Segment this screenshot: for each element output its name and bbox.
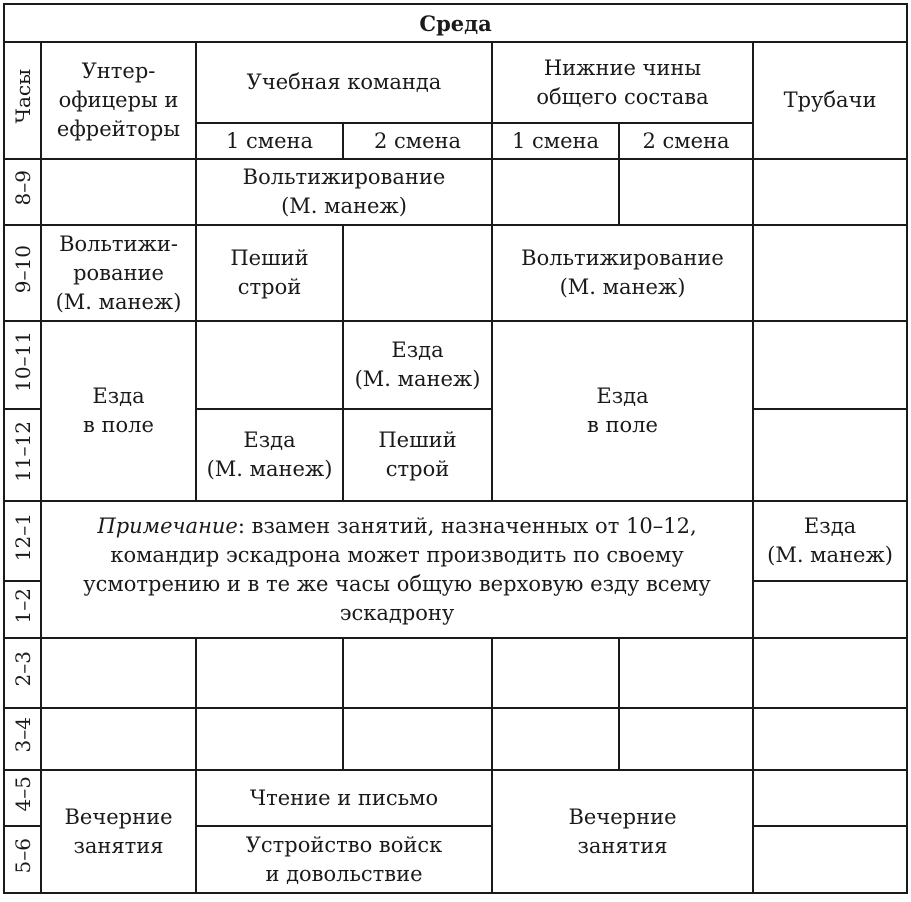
table-cell [753,321,907,409]
table-cell [753,708,907,770]
table-cell: Вечерние занятия [41,770,196,893]
lower-shift-1-header: 1 смена [492,123,619,159]
table-cell [753,638,907,708]
note-text: : взамен занятий, назначенных от 10–12, командир эскадрона может производить по своему усмотрению и в те же часы общую верховую езду всему эскадрону [83,513,711,625]
table-cell [619,159,753,225]
hour-label: 1–2 [4,581,41,638]
table-cell [343,708,492,770]
hour-label: 2–3 [4,638,41,708]
table-cell [343,638,492,708]
table-cell: Пеший строй [196,225,343,321]
hour-label: 8–9 [4,159,41,225]
hour-label: 9–10 [4,225,41,321]
schedule-table [3,3,908,894]
table-cell [41,708,196,770]
nco-header: Унтер- офицеры и ефрейторы [41,42,196,159]
table-cell [196,321,343,409]
hour-label: 5–6 [4,826,41,893]
hour-label: 12–1 [4,501,41,581]
training-team-header: Учебная команда [196,42,492,123]
table-cell [492,708,619,770]
trumpeters-header: Трубачи [753,42,907,159]
table-cell: Чтение и письмо [196,770,492,826]
table-cell [753,225,907,321]
lower-shift-2-header: 2 смена [619,123,753,159]
table-cell [753,159,907,225]
table-cell [753,409,907,501]
lower-ranks-header: Нижние чины общего состава [492,42,753,123]
training-shift-1-header: 1 смена [196,123,343,159]
table-cell [41,159,196,225]
hour-label: 3–4 [4,708,41,770]
table-cell [492,159,619,225]
table-cell: Езда (М. манеж) [753,501,907,581]
note-label: Примечание [97,513,238,538]
hour-label: 4–5 [4,770,41,826]
table-cell [619,708,753,770]
table-cell [753,581,907,638]
table-cell [753,770,907,826]
table-cell [41,638,196,708]
table-cell: Езда (М. манеж) [343,321,492,409]
hours-header: Часы [4,42,41,159]
training-shift-2-header: 2 смена [343,123,492,159]
table-cell [343,225,492,321]
table-cell [492,638,619,708]
hour-label: 11–12 [4,409,41,501]
table-cell: Езда в поле [492,321,753,501]
table-cell [196,638,343,708]
table-cell: Пеший строй [343,409,492,501]
table-cell: Вольтижи- рование (М. манеж) [41,225,196,321]
table-cell: Вечерние занятия [492,770,753,893]
table-title: Среда [4,4,907,42]
table-cell: Езда в поле [41,321,196,501]
table-cell [753,826,907,893]
table-cell: Вольтижирование (М. манеж) [492,225,753,321]
table-cell: Езда (М. манеж) [196,409,343,501]
table-cell [619,638,753,708]
hour-label: 10–11 [4,321,41,409]
table-cell: Вольтижирование (М. манеж) [196,159,492,225]
note-cell [41,501,753,638]
table-cell: Устройство войск и довольствие [196,826,492,893]
table-cell [196,708,343,770]
